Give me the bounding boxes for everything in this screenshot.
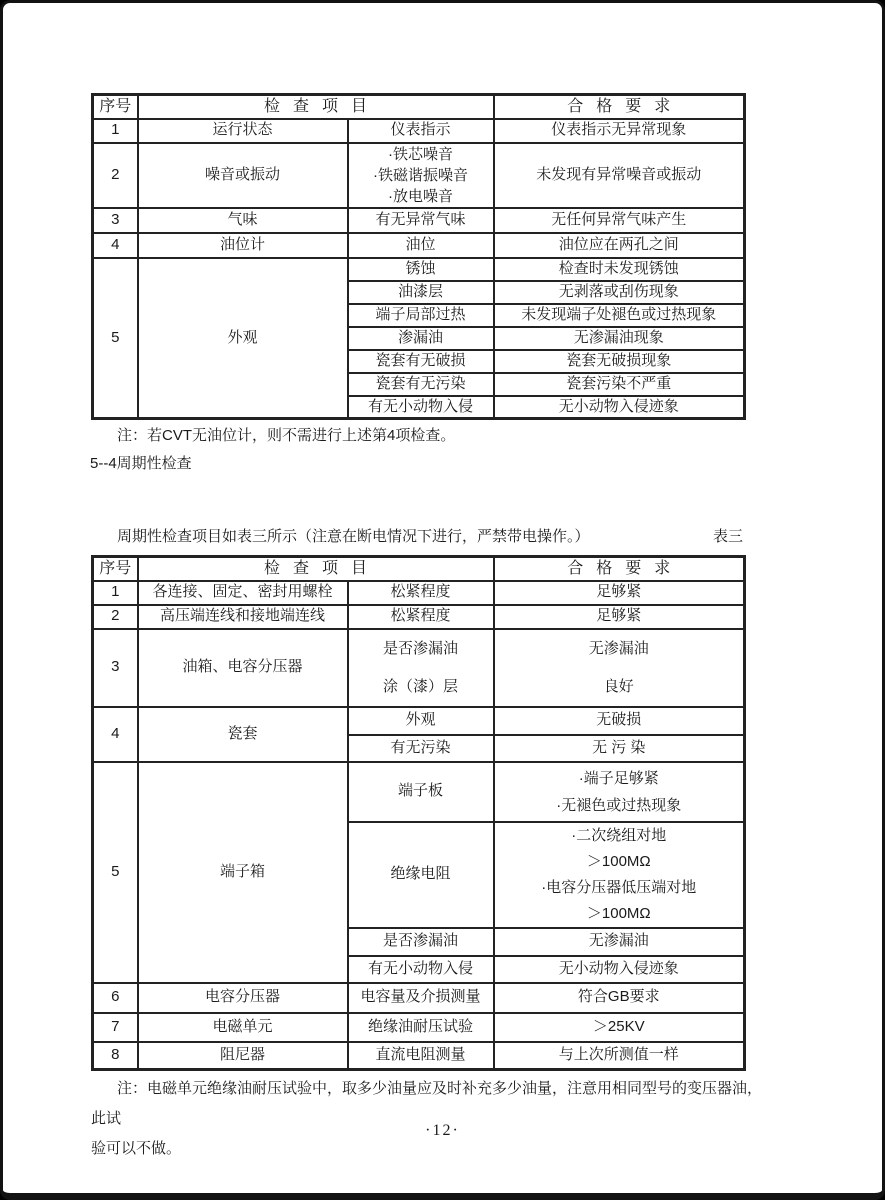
periodic-inspection-table [91,555,746,1071]
cell-item: 仪表指示 [348,119,494,143]
cell-no: 3 [93,208,138,233]
cell-name: 各连接、固定、密封用螺栓 [138,581,348,605]
cell-no: 3 [93,629,138,707]
cell-req: ＞25KV [494,1013,745,1042]
cell-name: 噪音或振动 [138,143,348,208]
req-line: ·二次绕组对地 [571,826,667,844]
item-line: 涂（漆）层 [383,677,459,695]
table-row [93,983,745,1013]
header-item: 检查项目 [138,95,494,119]
cell-req: 无 污 染 [494,735,745,762]
table-row [93,707,745,735]
note-line: 注：电磁单元绝缘油耐压试验中，取多少油量应及时补充多少油量，注意用相同型号的变压器油，此试 [91,1080,763,1127]
item-line: ·铁芯噪音 [388,145,453,163]
cell-req: 无剥落或刮伤现象 [494,281,745,304]
cell-name: 外观 [138,258,348,419]
cell-item: 油位 [348,233,494,258]
cell-no: 2 [93,605,138,629]
cell-item: 有无污染 [348,735,494,762]
cell-req: 检查时未发现锈蚀 [494,258,745,281]
cell-req: 未发现有异常噪音或振动 [494,143,745,208]
header-req: 合格要求 [494,95,745,119]
cell-req: 足够紧 [494,581,745,605]
cell-name: 瓷套 [138,707,348,762]
cell-req: 足够紧 [494,605,745,629]
req-line: ·电容分压器低压端对地 [541,878,697,896]
cell-req: 瓷套污染不严重 [494,373,745,396]
cell-name: 电容分压器 [138,983,348,1013]
table2-caption-label: 表三 [712,528,743,545]
page-number: ·12· [425,1122,460,1139]
cell-no: 2 [93,143,138,208]
section-heading: 5--4周期性检查 [90,455,192,472]
cell-name: 油箱、电容分压器 [138,629,348,707]
cell-item: 端子板 [348,762,494,822]
cell-item: 松紧程度 [348,581,494,605]
cell-req: 无小动物入侵迹象 [494,956,745,983]
req-line: ·端子足够紧 [578,769,659,787]
note-line: 验可以不做。 [91,1140,182,1157]
header-no: 序号 [93,557,138,581]
req-line: ·无褪色或过热现象 [556,796,682,814]
cell-req: 符合GB要求 [494,983,745,1013]
table-row [93,1042,745,1070]
table-row [93,605,745,629]
cell-item: 绝缘电阻 [348,822,494,928]
running-inspection-table [91,93,746,420]
cell-name: 油位计 [138,233,348,258]
table2-intro-row [91,525,743,546]
cell-no: 1 [93,581,138,605]
header-req: 合格要求 [494,557,745,581]
cell-req [494,629,745,707]
cell-req: 无任何异常气味产生 [494,208,745,233]
cell-item: 有无小动物入侵 [348,396,494,419]
cell-item: 有无异常气味 [348,208,494,233]
cell-req: 无渗漏油现象 [494,327,745,350]
cell-no: 1 [93,119,138,143]
table-row [93,208,745,233]
cell-req: 瓷套无破损现象 [494,350,745,373]
cell-no: 7 [93,1013,138,1042]
req-line: ＞100MΩ [586,852,651,870]
table-row [93,629,745,707]
cell-no: 5 [93,762,138,983]
cell-item: 直流电阻测量 [348,1042,494,1070]
cell-item: 是否渗漏油 [348,928,494,956]
cell-req: 无渗漏油 [494,928,745,956]
header-no: 序号 [93,95,138,119]
cell-name: 高压端连线和接地端连线 [138,605,348,629]
cell-no: 8 [93,1042,138,1070]
cell-name: 阻尼器 [138,1042,348,1070]
table-row [93,143,745,208]
cell-name: 电磁单元 [138,1013,348,1042]
cell-item: 端子局部过热 [348,304,494,327]
table-row [93,258,745,281]
cell-req [494,762,745,822]
cell-item: 外观 [348,707,494,735]
req-line: 良好 [603,677,634,695]
cell-item: 渗漏油 [348,327,494,350]
cell-item: 油漆层 [348,281,494,304]
table-row [93,1013,745,1042]
item-line: ·放电噪音 [388,187,453,205]
cell-item: 锈蚀 [348,258,494,281]
cell-req: 与上次所测值一样 [494,1042,745,1070]
cell-req [494,822,745,928]
table-row [93,762,745,822]
cell-no: 4 [93,233,138,258]
cell-name: 运行状态 [138,119,348,143]
cell-item: 瓷套有无破损 [348,350,494,373]
cell-name: 气味 [138,208,348,233]
cell-no: 6 [93,983,138,1013]
table-header-row [93,557,745,581]
item-line: ·铁磁谐振噪音 [373,166,468,184]
table-header-row [93,95,745,119]
cell-item: 绝缘油耐压试验 [348,1013,494,1042]
item-line: 是否渗漏油 [383,639,459,657]
cell-req: 油位应在两孔之间 [494,233,745,258]
cell-req: 无小动物入侵迹象 [494,396,745,419]
table-row [93,119,745,143]
req-line: 无渗漏油 [588,639,649,657]
cell-item [348,629,494,707]
cell-req: 无破损 [494,707,745,735]
cell-item: 电容量及介损测量 [348,983,494,1013]
table-row [93,233,745,258]
table2-note [91,1074,763,1164]
cell-name: 端子箱 [138,762,348,983]
cell-req: 仪表指示无异常现象 [494,119,745,143]
cell-req: 未发现端子处褪色或过热现象 [494,304,745,327]
cell-item: 有无小动物入侵 [348,956,494,983]
cell-no: 5 [93,258,138,419]
cell-item: 松紧程度 [348,605,494,629]
cell-item: 瓷套有无污染 [348,373,494,396]
header-item: 检查项目 [138,557,494,581]
table1-note: 注：若CVT无油位计，则不需进行上述第4项检查。 [117,427,456,444]
table-row [93,581,745,605]
cell-no: 4 [93,707,138,762]
cell-item [348,143,494,208]
req-line: ＞100MΩ [586,904,651,922]
table2-intro-text: 周期性检查项目如表三所示（注意在断电情况下进行，严禁带电操作。） [117,528,590,545]
